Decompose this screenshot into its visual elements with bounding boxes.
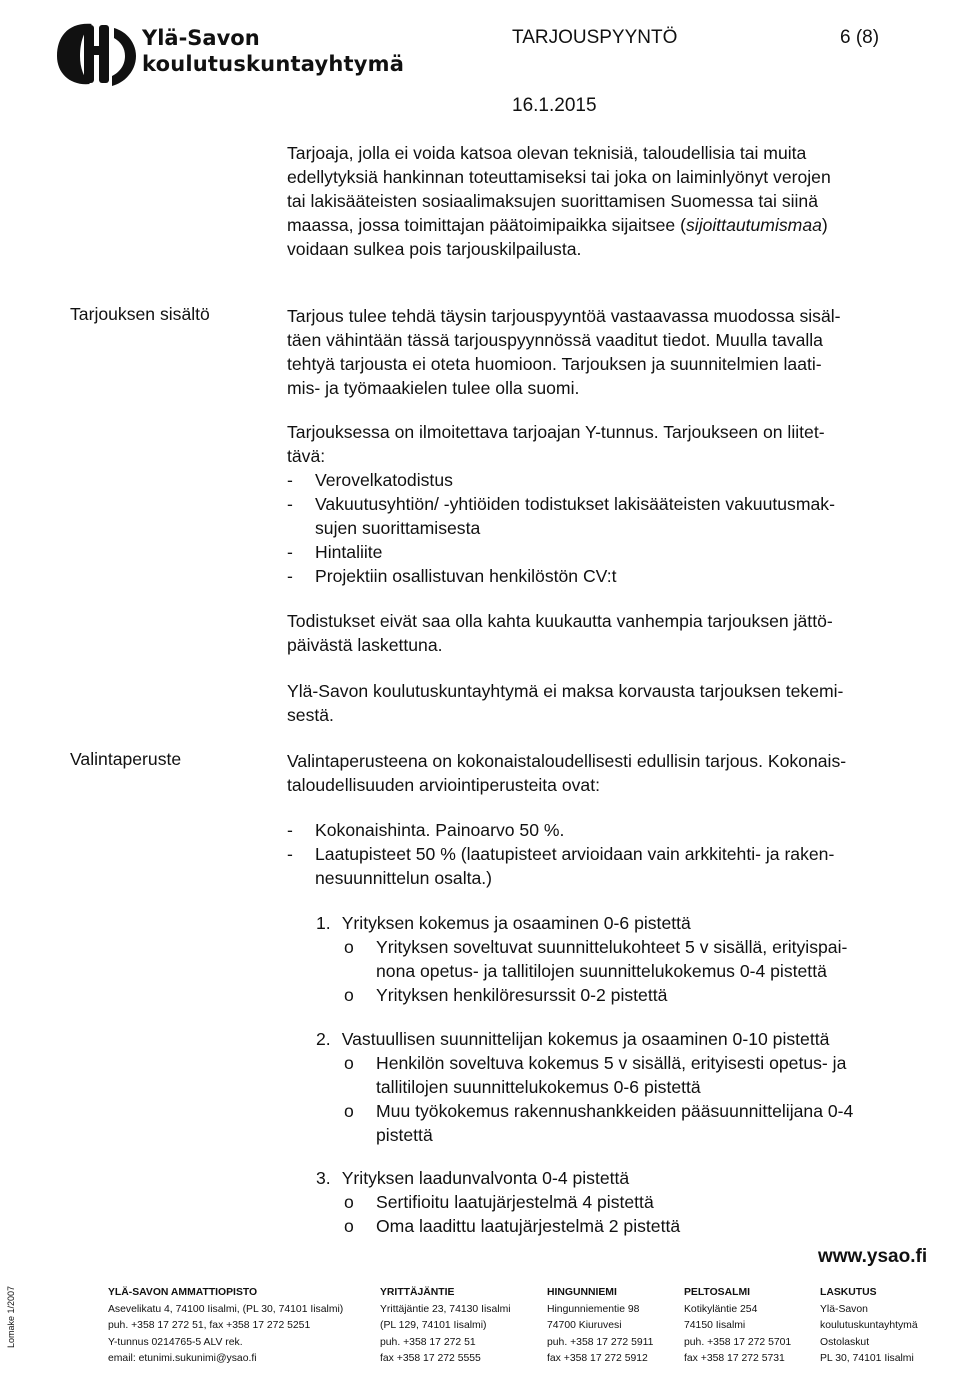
footer-column-yrittajantie [380, 1285, 511, 1368]
dash-marker: - [287, 494, 293, 514]
text-line: Tarjoaja, jolla ei voida katsoa olevan teknisiä, taloudellisia tai muita [287, 143, 807, 163]
text-segment: maassa, jossa toimittajan päätoimipaikka sijaitsee ( [287, 215, 686, 235]
list-item-continuation: sujen suorittamisesta [315, 518, 481, 538]
evaluation-weight-list [287, 818, 834, 890]
dash-marker: - [287, 820, 293, 840]
footer-website[interactable]: www.ysao.fi [818, 1246, 928, 1267]
sub-criterion-marker: o [344, 1192, 354, 1212]
footer-line: fax +358 17 272 5555 [380, 1353, 481, 1364]
sub-criterion-marker: o [344, 1101, 354, 1121]
italic-term: sijoittautumismaa [685, 215, 822, 235]
sub-criterion-text: Sertifioitu laatujärjestelmä 4 pistettä [376, 1192, 654, 1212]
criterion-number: 1. [316, 913, 331, 933]
sub-criterion [316, 1099, 853, 1123]
text-line: voidaan sulkea pois tarjouskilpailusta. [287, 239, 582, 259]
text-line: mis- ja työmaakielen tulee olla suomi. [287, 378, 580, 398]
organization-logo-icon [54, 18, 140, 90]
sub-criterion-continuation: tallitilojen suunnittelukokemus 0-6 pistettä [376, 1077, 701, 1097]
footer-line: PL 30, 74101 Iisalmi [820, 1353, 914, 1364]
sub-criterion-text: Yrityksen soveltuvat suunnittelukohteet 5 v sisällä, erityispai- [376, 937, 848, 957]
text-line: tävä: [287, 446, 326, 466]
list-item [287, 818, 834, 842]
text-line: tai lakisääteisten sosiaalimaksujen suorittamisen Suomessa tai siinä [287, 191, 818, 211]
list-item [287, 540, 937, 564]
section-label-offer-content: Tarjouksen sisältö [70, 304, 210, 324]
sub-criterion-continuation: pistettä [376, 1125, 433, 1145]
sub-criterion [316, 935, 847, 959]
footer-column-hingunniemi [547, 1285, 653, 1368]
criterion-title-text: Vastuullisen suunnittelijan kokemus ja osaaminen 0-10 pistettä [341, 1029, 830, 1049]
footer-line: koulutuskuntayhtymä [820, 1320, 918, 1331]
offer-content-paragraph-2 [287, 420, 825, 468]
sub-criterion-text: Muu työkokemus rakennushankkeiden pääsuunnittelijana 0-4 [376, 1101, 854, 1121]
footer-line: (PL 129, 74101 Iisalmi) [380, 1320, 487, 1331]
list-item-text: Vakuutusyhtiön/ -yhtiöiden todistukset lakisääteisten vakuutusmak- [315, 494, 835, 514]
footer-email[interactable]: email: etunimi.sukunimi@ysao.fi [108, 1353, 257, 1364]
offer-content-paragraph-3 [287, 609, 833, 657]
footer-line: puh. +358 17 272 51 [380, 1336, 476, 1348]
footer-column-title: YRITTÄJÄNTIE [380, 1287, 455, 1298]
sub-criterion [316, 983, 847, 1007]
criterion-title-text: Yrityksen kokemus ja osaaminen 0-6 pistettä [341, 913, 691, 933]
text-line: Valintaperusteena on kokonaistaloudellisesti edullisin tarjous. Kokonais- [287, 751, 847, 771]
footer-line: Ostolaskut [820, 1336, 870, 1348]
list-item [287, 468, 937, 492]
text-line: täen vähintään tässä tarjouspyynnössä vaaditut tiedot. Muulla tavalla [287, 330, 823, 350]
sub-criterion [316, 1190, 680, 1214]
footer-column-main-school [108, 1285, 343, 1368]
sub-criterion-text: Yrityksen henkilöresurssit 0-2 pistettä [376, 985, 668, 1005]
document-title: TARJOUSPYYNTÖ [512, 27, 678, 48]
sub-criterion [316, 1051, 853, 1075]
criterion-title [316, 911, 847, 935]
dash-marker: - [287, 844, 293, 864]
text-line: päivästä laskettuna. [287, 635, 443, 655]
footer-line: Ylä-Savon [820, 1303, 868, 1315]
sub-criterion-marker: o [344, 937, 354, 957]
list-item [287, 564, 937, 588]
text-line [287, 213, 831, 237]
form-code: Lomake 1/2007 [6, 1285, 16, 1348]
attachment-list [287, 468, 937, 588]
footer-line: puh. +358 17 272 5701 [684, 1336, 792, 1348]
footer-line: Y-tunnus 0214765-5 ALV rek. [108, 1336, 243, 1348]
list-item-text: Laatupisteet 50 % (laatupisteet arvioidaan vain arkkitehti- ja raken- [315, 844, 835, 864]
sub-criterion-continuation: nona opetus- ja tallitilojen suunnittelukokemus 0-4 pistettä [376, 961, 827, 981]
text-line: sestä. [287, 705, 334, 725]
footer-line: Yrittäjäntie 23, 74130 Iisalmi [380, 1303, 511, 1315]
list-item [287, 842, 834, 866]
criterion-title [316, 1027, 853, 1051]
sub-criterion-marker: o [344, 1053, 354, 1073]
criterion-number: 3. [316, 1168, 331, 1188]
sub-criterion-marker: o [344, 985, 354, 1005]
footer-line: 74150 Iisalmi [684, 1320, 746, 1331]
sub-criterion-text: Henkilön soveltuva kokemus 5 v sisällä, erityisesti opetus- ja [376, 1053, 847, 1073]
footer-column-billing [820, 1285, 918, 1368]
text-line: taloudellisuuden arviointiperusteita ovat: [287, 775, 600, 795]
criterion-title [316, 1166, 680, 1190]
offer-content-paragraph-1 [287, 304, 841, 400]
list-item-text: Verovelkatodistus [315, 470, 453, 490]
footer-line: puh. +358 17 272 51, fax +358 17 272 5251 [108, 1320, 311, 1331]
list-item [287, 492, 937, 516]
brand-name-line2: koulutuskuntayhtymä [142, 52, 405, 76]
text-line: edellytyksiä hankinnan toteuttamiseksi tai joka on laiminlyönyt verojen [287, 167, 831, 187]
footer-line: puh. +358 17 272 5911 [547, 1336, 654, 1348]
footer-column-peltosalmi [684, 1285, 791, 1368]
sub-criterion [316, 1214, 680, 1238]
criterion-title-text: Yrityksen laadunvalvonta 0-4 pistettä [341, 1168, 630, 1188]
text-line: Ylä-Savon koulutuskuntayhtymä ei maksa korvausta tarjouksen tekemi- [287, 681, 844, 701]
page-number: 6 (8) [840, 27, 880, 48]
footer-column-title: YLÄ-SAVON AMMATTIOPISTO [108, 1287, 258, 1298]
footer-column-title: HINGUNNIEMI [547, 1287, 617, 1298]
criterion-1 [316, 911, 847, 1007]
text-line: Tarjouksessa on ilmoitettava tarjoajan Y-tunnus. Tarjoukseen on liitet- [287, 422, 825, 442]
text-line: Tarjous tulee tehdä täysin tarjouspyyntöä vastaavassa muodossa sisäl- [287, 306, 841, 326]
footer-line: Asevelikatu 4, 74100 Iisalmi, (PL 30, 74101 Iisalmi) [108, 1303, 344, 1315]
criterion-number: 2. [316, 1029, 331, 1049]
footer-line: 74700 Kiuruvesi [547, 1320, 622, 1331]
footer-column-title: LASKUTUS [820, 1287, 877, 1298]
footer-column-title: PELTOSALMI [684, 1287, 751, 1298]
dash-marker: - [287, 566, 293, 586]
list-item-text: Kokonaishinta. Painoarvo 50 %. [315, 820, 565, 840]
footer-line: fax +358 17 272 5912 [547, 1353, 648, 1364]
dash-marker: - [287, 470, 293, 490]
criterion-3 [316, 1166, 680, 1238]
section-label-selection-criteria: Valintaperuste [70, 749, 182, 769]
dash-marker: - [287, 542, 293, 562]
brand-name-line1: Ylä-Savon [142, 26, 260, 50]
sub-criterion-marker: o [344, 1216, 354, 1236]
list-item-text: Hintaliite [315, 542, 383, 562]
text-segment: ) [821, 215, 828, 235]
text-line: tehtyä tarjousta ei oteta huomioon. Tarjouksen ja suunnitelmien laati- [287, 354, 822, 374]
document-date: 16.1.2015 [512, 95, 597, 116]
list-item-text: Projektiin osallistuvan henkilöstön CV:t [315, 566, 617, 586]
footer-line: Kotikyläntie 254 [684, 1303, 758, 1315]
text-line: Todistukset eivät saa olla kahta kuukautta vanhempia tarjouksen jättö- [287, 611, 833, 631]
sub-criterion-text: Oma laadittu laatujärjestelmä 2 pistettä [376, 1216, 681, 1236]
footer-line: Hingunniementie 98 [547, 1303, 640, 1315]
list-item-continuation: nesuunnittelun osalta.) [315, 868, 493, 888]
offer-content-paragraph-4 [287, 679, 843, 727]
footer-line: fax +358 17 272 5731 [684, 1353, 785, 1364]
criterion-2 [316, 1027, 853, 1147]
selection-criteria-paragraph [287, 749, 846, 797]
intro-paragraph [287, 141, 831, 261]
